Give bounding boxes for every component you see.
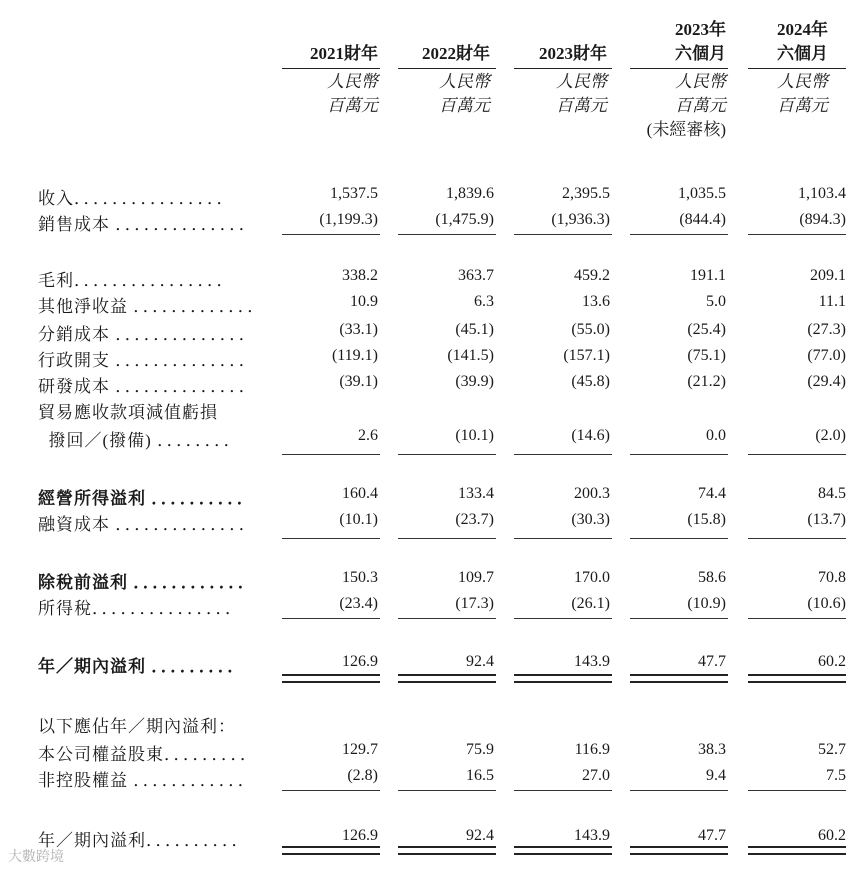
subtotal-rule [630, 234, 728, 235]
subtotal-rule [282, 538, 380, 539]
col-unit: 百萬元 [777, 96, 828, 115]
row-value: 209.1 [810, 267, 846, 284]
row-value: 6.3 [474, 293, 494, 310]
row-value: 133.4 [458, 485, 494, 502]
col-header-2021 [270, 42, 378, 118]
subtotal-rule [398, 454, 496, 455]
row-value: 9.4 [706, 767, 726, 784]
row-value: (23.4) [339, 595, 378, 612]
row-label: 研發成本 ．．．．．．．．．．．．．． [38, 377, 257, 396]
col-unit: 百萬元 [439, 96, 490, 115]
total-double-rule [282, 846, 380, 855]
row-value: (894.3) [799, 211, 846, 228]
row-value: (844.4) [679, 211, 726, 228]
row-value: (1,199.3) [319, 211, 378, 228]
row-value: 1,537.5 [330, 185, 378, 202]
subtotal-rule [748, 454, 846, 455]
row-value: 74.4 [698, 485, 726, 502]
subtotal-rule [630, 454, 728, 455]
row-label: 行政開支 ．．．．．．．．．．．．．． [38, 351, 257, 370]
row-label: 分銷成本 ．．．．．．．．．．．．．． [38, 325, 257, 344]
row-value: (21.2) [687, 373, 726, 390]
row-value: 2.6 [358, 427, 378, 444]
subtotal-rule [398, 234, 496, 235]
total-double-rule [630, 674, 728, 683]
header-divider [514, 68, 612, 69]
row-value: (14.6) [571, 427, 610, 444]
row-label: 融資成本 ．．．．．．．．．．．．．． [38, 515, 257, 534]
col-header-2023 [499, 42, 607, 118]
row-value: 1,103.4 [798, 185, 846, 202]
row-value: 47.7 [698, 827, 726, 844]
col-unit: 百萬元 [556, 96, 607, 115]
row-value: 16.5 [466, 767, 494, 784]
row-value: (10.1) [339, 511, 378, 528]
row-value: (2.0) [815, 427, 846, 444]
row-value: (45.1) [455, 321, 494, 338]
row-value: 75.9 [466, 741, 494, 758]
row-value: (39.1) [339, 373, 378, 390]
col-year: 2023財年 [539, 44, 607, 63]
row-value: 60.2 [818, 827, 846, 844]
subtotal-rule [514, 790, 612, 791]
row-value: 11.1 [818, 293, 846, 310]
row-value: 5.0 [706, 293, 726, 310]
total-double-rule [398, 674, 496, 683]
col-header-2023h1 [618, 18, 726, 142]
col-currency: 人民幣 [675, 72, 726, 91]
subtotal-rule [748, 234, 846, 235]
col-currency: 人民幣 [327, 72, 378, 91]
subtotal-rule [282, 618, 380, 619]
subtotal-rule [282, 790, 380, 791]
subtotal-rule [282, 454, 380, 455]
row-value: 109.7 [458, 569, 494, 586]
row-value: (23.7) [455, 511, 494, 528]
col-period: 六個月 [675, 44, 726, 63]
row-value: (27.3) [807, 321, 846, 338]
row-value: (2.8) [347, 767, 378, 784]
row-value: (26.1) [571, 595, 610, 612]
total-double-rule [748, 846, 846, 855]
watermark-logo: 大數跨境 [8, 849, 64, 865]
row-value: (10.6) [807, 595, 846, 612]
row-value: 2,395.5 [562, 185, 610, 202]
row-value: 129.7 [342, 741, 378, 758]
header-divider [398, 68, 496, 69]
col-currency: 人民幣 [777, 72, 828, 91]
row-value: 191.1 [690, 267, 726, 284]
row-value: 160.4 [342, 485, 378, 502]
row-label: 所得稅．．．．．．．．．．．．．．． [38, 599, 243, 618]
row-value: 143.9 [574, 827, 610, 844]
row-value: 7.5 [826, 767, 846, 784]
col-header-2022 [382, 42, 490, 118]
row-value: 0.0 [706, 427, 726, 444]
row-label: 非控股權益 ．．．．．．．．．．．． [38, 771, 256, 790]
col-note: (未經審核) [646, 120, 726, 139]
row-label: 本公司權益股東．．．．．．．．． [38, 745, 258, 764]
col-year: 2022財年 [422, 44, 490, 63]
row-value: 116.9 [574, 741, 610, 758]
col-currency: 人民幣 [439, 72, 490, 91]
header-divider [282, 68, 380, 69]
subtotal-rule [630, 790, 728, 791]
row-value: (39.9) [455, 373, 494, 390]
row-value: 338.2 [342, 267, 378, 284]
row-value: 143.9 [574, 653, 610, 670]
row-value: 60.2 [818, 653, 846, 670]
row-value: 58.6 [698, 569, 726, 586]
row-value: (25.4) [687, 321, 726, 338]
row-value: (157.1) [563, 347, 610, 364]
row-value: 27.0 [582, 767, 610, 784]
subtotal-rule [630, 618, 728, 619]
row-label: 年／期內溢利 ．．．．．．．．． [38, 657, 246, 676]
row-label: 除稅前溢利 ．．．．．．．．．．．． [38, 573, 256, 592]
row-value: (75.1) [687, 347, 726, 364]
row-label: 毛利．．．．．．．．．．．．．．．． [38, 271, 235, 290]
total-double-rule [282, 674, 380, 683]
row-value: (10.9) [687, 595, 726, 612]
row-label: 貿易應收款項減值虧損 [38, 403, 218, 422]
subtotal-rule [398, 538, 496, 539]
total-double-rule [398, 846, 496, 855]
subtotal-rule [630, 538, 728, 539]
subtotal-rule [748, 618, 846, 619]
row-value: 13.6 [582, 293, 610, 310]
row-value: 150.3 [342, 569, 378, 586]
row-value: 47.7 [698, 653, 726, 670]
row-label: 以下應佔年／期內溢利： [38, 717, 236, 736]
total-double-rule [514, 674, 612, 683]
row-value: 52.7 [818, 741, 846, 758]
row-value: 1,035.5 [678, 185, 726, 202]
row-value: (29.4) [807, 373, 846, 390]
row-label: 其他淨收益 ．．．．．．．．．．．．． [38, 297, 266, 316]
row-value: (45.8) [571, 373, 610, 390]
row-value: 70.8 [818, 569, 846, 586]
row-label: 銷售成本 ．．．．．．．．．．．．．． [38, 215, 257, 234]
row-value: 126.9 [342, 653, 378, 670]
subtotal-rule [514, 538, 612, 539]
row-value: 170.0 [574, 569, 610, 586]
subtotal-rule [748, 538, 846, 539]
row-value: 1,839.6 [446, 185, 494, 202]
row-value: (141.5) [447, 347, 494, 364]
row-value: (1,936.3) [551, 211, 610, 228]
row-label: 收入．．．．．．．．．．．．．．．． [38, 189, 235, 208]
row-label: 撥回／(撥備) ．．．．．．．． [38, 431, 242, 450]
subtotal-rule [514, 234, 612, 235]
row-value: (77.0) [807, 347, 846, 364]
col-period: 六個月 [777, 44, 828, 63]
col-currency: 人民幣 [556, 72, 607, 91]
col-unit: 百萬元 [675, 96, 726, 115]
row-value: 200.3 [574, 485, 610, 502]
row-value: 10.9 [350, 293, 378, 310]
subtotal-rule [282, 234, 380, 235]
total-double-rule [514, 846, 612, 855]
subtotal-rule [398, 790, 496, 791]
row-value: (17.3) [455, 595, 494, 612]
row-value: (119.1) [331, 347, 378, 364]
col-unit: 百萬元 [327, 96, 378, 115]
col-year: 2021財年 [310, 44, 378, 63]
subtotal-rule [514, 454, 612, 455]
row-label: 年／期內溢利．．．．．．．．．． [38, 831, 250, 850]
total-double-rule [630, 846, 728, 855]
row-value: (10.1) [455, 427, 494, 444]
row-value: 38.3 [698, 741, 726, 758]
row-value: 363.7 [458, 267, 494, 284]
row-value: (1,475.9) [435, 211, 494, 228]
row-value: (30.3) [571, 511, 610, 528]
row-value: (13.7) [807, 511, 846, 528]
row-value: 92.4 [466, 653, 494, 670]
row-value: 92.4 [466, 827, 494, 844]
row-label: 經營所得溢利 ．．．．．．．．．． [38, 489, 255, 508]
header-divider [630, 68, 728, 69]
header-divider [748, 68, 846, 69]
subtotal-rule [398, 618, 496, 619]
row-value: 84.5 [818, 485, 846, 502]
total-double-rule [748, 674, 846, 683]
row-value: 126.9 [342, 827, 378, 844]
subtotal-rule [748, 790, 846, 791]
col-year: 2023年 [675, 20, 726, 39]
row-value: (33.1) [339, 321, 378, 338]
row-value: 459.2 [574, 267, 610, 284]
subtotal-rule [514, 618, 612, 619]
col-year: 2024年 [777, 20, 828, 39]
row-value: (55.0) [571, 321, 610, 338]
row-value: (15.8) [687, 511, 726, 528]
